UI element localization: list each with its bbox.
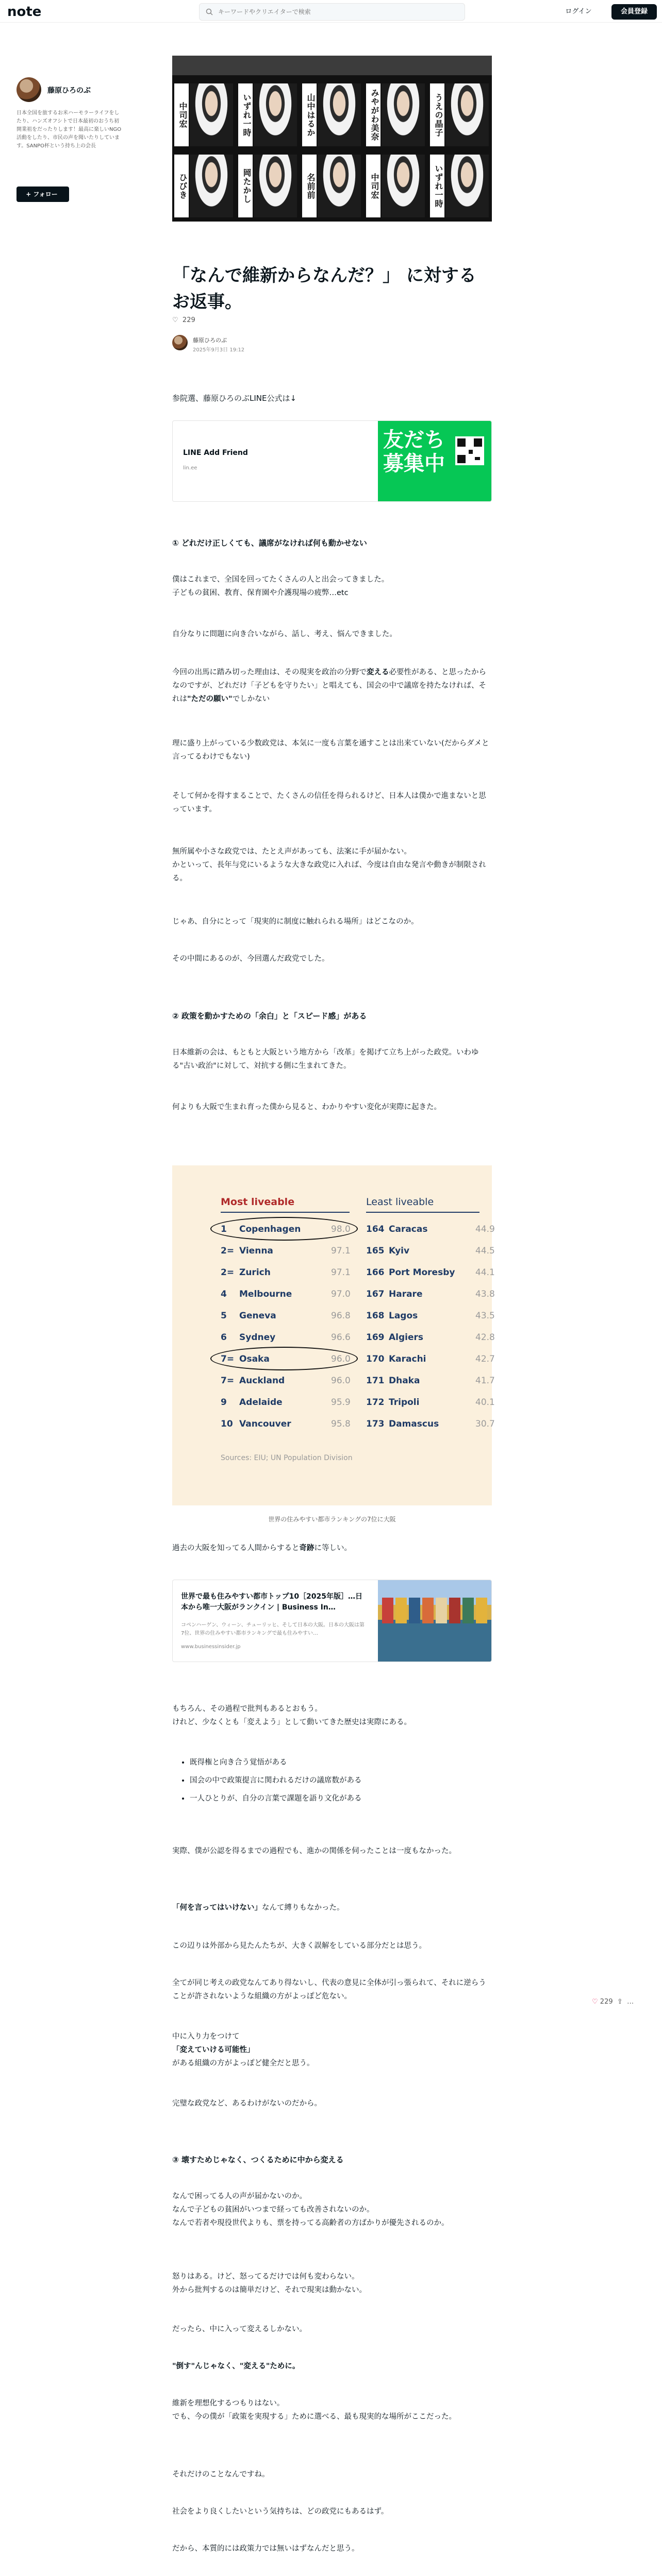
liveability-score: 30.7 [475,1419,495,1429]
rank-number: 1 [221,1224,227,1234]
ranking-row [366,1241,495,1261]
liveability-score: 96.0 [331,1354,351,1364]
ranking-row [221,1327,350,1348]
paragraph: もちろん、その過程で批判もあるとおもう。 けれど、少なくとも「変えよう」として動いてきた歴史は実際にある。 [172,1705,411,1727]
ranking-row [366,1349,495,1369]
rank-number: 171 [366,1376,385,1386]
ranking-row [221,1392,350,1413]
candidate-name-label: みやがわ美奈 [366,83,380,146]
paragraph: 今回の出馬に踏み切った理由は、その現実を政治の分野で変える必要性がある、と思ったからなのですが、どれだけ「子どもを守りたい」と唱えても、国会の中で議席を持たなければ、それは"ただの願い"でしかない [172,668,486,704]
liveability-score: 97.1 [331,1267,351,1278]
paragraph: 日本維新の会は、もともと大阪という地方から「改革」を掲げて立ち上がった政党。いわゆる"古い政治"に対して、対抗する側に生まれてきた。 [172,1048,479,1071]
rank-number: 5 [221,1311,227,1321]
liveability-score: 41.7 [475,1376,495,1386]
paragraph: じゃあ、自分にとって「現実的に制度に触れられる場所」はどこなのか。 [172,918,419,926]
candidate-name-label: いずれ一時 [430,155,444,217]
ranking-row [366,1284,495,1304]
image-caption: 世界の住みやすい都市ランキングの7位に大阪 [268,1516,396,1523]
chart-column-heading: Least liveable [366,1196,434,1208]
liveability-score: 42.7 [475,1354,495,1364]
link-embed-card[interactable] [172,1580,492,1662]
city-name: Kyiv [389,1246,410,1256]
liveability-score: 42.8 [475,1332,495,1343]
creator-name[interactable]: 藤原ひろのぶ [47,87,91,95]
liveability-score: 95.8 [331,1419,351,1429]
search-box[interactable] [199,3,465,21]
paragraph: 「何を言ってはいけない」なんて縛りもなかった。 [172,1904,344,1912]
candidate-photo [318,155,361,217]
ranking-row [221,1241,350,1261]
more-icon[interactable]: … [627,1998,634,2006]
ranking-row [366,1327,495,1348]
line-card-title: LINE Add Friend [183,449,248,457]
liveability-ranking-image [172,1165,495,1505]
liveability-score: 44.5 [475,1246,495,1256]
city-name: Geneva [239,1311,276,1321]
rank-number: 2= [221,1246,235,1256]
candidate-photo [254,155,297,217]
heading-rule [366,1212,479,1213]
city-name: Lagos [389,1311,418,1321]
person-plus-icon: + [26,191,31,198]
rank-number: 7= [221,1354,235,1364]
section-heading: ② 政策を動かすための「余白」と「スピード感」がある [172,1011,367,1021]
chart-source: Sources: EIU; UN Population Division [221,1454,353,1462]
paragraph: それだけのことなんですね。 [172,2470,270,2479]
line-banner-text: 友だち 募集中 [383,428,445,476]
city-name: Adelaide [239,1397,283,1408]
ranking-row [221,1414,350,1434]
creator-bio: 日本全国を旅するお米ハーモラーライフをしたり、ハンズオフシトで日本最初のおうち初開業祖をだったりします！最高に楽しいNGO活動をしたり、市民の声を聞いたりしています。SANPO杯という持ち上の会長 [16,110,122,149]
candidate-photo [190,83,233,146]
city-name: Melbourne [239,1289,292,1299]
candidate-photo [190,155,233,217]
hero-image [172,56,492,222]
ranking-row [221,1306,350,1326]
list-item: • 既得権と向き合う覚悟がある [190,1754,492,1772]
ranking-row [366,1262,495,1283]
paragraph: なんで困ってる人の声が届かないのか。 なんで子どもの貧困がいつまで経っても改善されないのか。 なんで若者や現役世代よりも、票を持ってる高齢者の方ばかりが優先されるのか。 [172,2192,449,2228]
ranking-row [221,1284,350,1304]
top-header [0,0,662,23]
ranking-row [366,1370,495,1391]
share-icon[interactable]: ⇪ [617,1998,623,2006]
paragraph-bold: "倒す"んじゃなく、"変える"ために。 [172,2362,300,2370]
city-name: Dhaka [389,1376,420,1386]
rank-number: 7= [221,1376,235,1386]
ranking-row [221,1370,350,1391]
follow-label: フォロー [33,191,58,198]
paragraph: 自分なりに問題に向き合いながら、話し、考え、悩んできました。 [172,630,397,638]
candidate-photo [445,155,489,217]
ranking-row [221,1262,350,1283]
note-logo[interactable]: note [7,4,42,20]
paragraph: 中に入り力をつけて 「変えていける可能性」 がある組織の方がよっぽど健全だと思う。 [172,2032,315,2068]
section-heading: ③ 壊すためじゃなく、つくるために中から変える [172,2155,344,2164]
ranking-row [366,1414,495,1434]
author-name[interactable]: 藤原ひろのぶ [193,337,227,344]
candidate-photo [382,83,425,146]
candidate-photo [445,83,489,146]
paragraph: 過去の大阪を知ってる人間からすると奇跡に等しい。 [172,1544,352,1552]
city-name: Copenhagen [239,1224,301,1234]
liveability-score: 97.0 [331,1289,351,1299]
ranking-row [366,1306,495,1326]
follow-button[interactable] [16,187,69,202]
paragraph: 僕はこれまで、全国を回ってたくさんの人と出会ってきました。 子どもの貧困、教育、保育園や介護現場の疲弊…etc [172,575,389,598]
candidate-name-label: 岡たかし [238,155,253,217]
city-name: Damascus [389,1419,439,1429]
paragraph: 社会をより良くしたいという気持ちは、どの政党にもあるはず。 [172,2507,389,2516]
highlight-circle [210,1347,358,1370]
link-card-thumbnail [378,1580,492,1662]
city-name: Caracas [389,1224,428,1234]
paragraph: 全てが同じ考えの政党なんてあり得ないし、代表の意見に全体が引っ張られて、それに逆らうことが許されないような組織の方がよっぽど危ない。 [172,1979,486,2001]
paragraph: 怒りはある。けど、怒ってるだけでは何も変わらない。 外から批判するのは簡単だけど、それで現実は動かない。 [172,2273,367,2295]
city-name: Vienna [239,1246,273,1256]
rank-number: 6 [221,1332,227,1343]
liveability-score: 44.1 [475,1267,495,1278]
rank-number: 9 [221,1397,227,1408]
rank-number: 173 [366,1419,385,1429]
rank-number: 10 [221,1419,233,1429]
paragraph: その中間にあるのが、今回選んだ政党でした。 [172,955,329,963]
rank-number: 170 [366,1354,385,1364]
signup-button[interactable]: 会員登録 [611,4,657,20]
author-avatar[interactable] [172,335,188,350]
list-item: • 国会の中で政策提言に関われるだけの議席数がある [190,1772,492,1790]
creator-avatar[interactable] [16,77,41,102]
search-icon [206,8,213,15]
candidate-name-label: 山中はるか [302,83,317,146]
city-name: Zurich [239,1267,271,1278]
like-row[interactable] [172,316,195,327]
city-name: Algiers [389,1332,424,1343]
candidate-name-label: 中司宏 [174,83,189,146]
paragraph: だったら、中に入って変えるしかない。 [172,2325,307,2333]
paragraph: だから、本質的には政策力では無いはずなんだと思う。 [172,2545,359,2553]
article-title: 「なんで維新からなんだ？」 に対するお返事。 [172,265,476,312]
like-count: 229 [600,1998,613,2006]
candidate-name-label: うえの晶子 [430,83,444,146]
city-name: Karachi [389,1354,426,1364]
qr-code [455,436,484,465]
liveability-score: 96.0 [331,1376,351,1386]
rank-number: 164 [366,1224,385,1234]
paragraph: 完璧な政党など、あるわけがないのだから。 [172,2099,322,2108]
greeting-text: 参院選、藤原ひろのぶLINE公式は↓ [172,394,297,403]
heading-rule [221,1212,350,1213]
city-name: Osaka [239,1354,270,1364]
post-date: 2025年9月3日 19:12 [193,347,245,353]
heart-icon[interactable]: ♡ [172,316,178,324]
candidate-photo [382,155,425,217]
liveability-score: 98.0 [331,1224,351,1234]
candidate-name-label: 中司宏 [366,155,380,217]
ranking-row [366,1392,495,1413]
heart-icon[interactable]: ♡ [592,1998,598,2006]
bullet-list [183,1754,492,1807]
line-embed-card[interactable] [172,420,492,502]
rank-number: 166 [366,1267,385,1278]
section-heading: ① どれだけ正しくても、議席がなければ何も動かせない [172,538,367,548]
paragraph: 維新を理想化するつもりはない。 でも、今の僕が「政策を実現する」ために選べる、最も現実的な場所がここだった。 [172,2399,456,2421]
link-card-url: www.businessinsider.jp [181,1644,241,1650]
link-card-description: コペンハーゲン、ウィーン、チューリッヒ、そして日本の大阪。日本の大阪は第7位、世界の住みやすい都市ランキングで最も住みやすい… [181,1622,365,1636]
hero-banner [172,56,492,75]
candidate-name-label: いずれ一時 [238,83,253,146]
liveability-score: 97.1 [331,1246,351,1256]
city-name: Sydney [239,1332,276,1343]
ranking-row [366,1219,495,1240]
city-name: Tripoli [389,1397,420,1408]
city-name: Port Moresby [389,1267,455,1278]
like-count: 229 [182,316,195,324]
login-button[interactable]: ログイン [565,8,592,15]
rank-number: 169 [366,1332,385,1343]
line-card-url: lin.ee [183,465,197,471]
paragraph: 理に盛り上がっている少数政党は、本気に一度も言葉を通すことは出来ていない(だからダメと言ってるわけでもない) [172,739,489,761]
city-name: Harare [389,1289,423,1299]
search-input[interactable] [218,4,455,20]
liveability-score: 43.8 [475,1289,495,1299]
liveability-score: 44.9 [475,1224,495,1234]
candidate-name-label: ひびき [174,155,189,217]
liveability-score: 40.1 [475,1397,495,1408]
rank-number: 4 [221,1289,227,1299]
candidate-photo [318,83,361,146]
link-card-title: 世界で最も住みやすい都市トップ10［2025年版］…日本から唯一大阪がランクイン | Business In… [181,1592,363,1612]
liveability-score: 95.9 [331,1397,351,1408]
rank-number: 167 [366,1289,385,1299]
rank-number: 2= [221,1267,235,1278]
rank-number: 172 [366,1397,385,1408]
paragraph: 実際、僕が公認を得るまでの過程でも、進かの関係を伺ったことは一度もなかった。 [172,1847,456,1855]
city-name: Auckland [239,1376,285,1386]
paragraph: 無所属や小さな政党では、たとえ声があっても、法案に手が届かない。 かといって、長年与党にいるような大きな政党に入れば、今度は自由な発言や動きが制限される。 [172,848,486,883]
rank-number: 165 [366,1246,385,1256]
liveability-score: 96.8 [331,1311,351,1321]
list-item: • 一人ひとりが、自分の言葉で課題を語り文化がある [190,1790,492,1808]
floating-like-button[interactable] [592,1998,634,2006]
paragraph: そして何かを得すまることで、たくさんの信任を得られるけど、日本人は僕かで進まないと思っています。 [172,792,486,814]
liveability-score: 43.5 [475,1311,495,1321]
candidate-name-label: 名前前 [302,155,317,217]
paragraph: この辺りは外部から見たんたちが、大きく誤解をしている部分だとは思う。 [172,1942,426,1950]
highlight-circle [210,1217,358,1241]
city-name: Vancouver [239,1419,291,1429]
liveability-score: 96.6 [331,1332,351,1343]
paragraph: 何よりも大阪で生まれ育った僕から見ると、わかりやすい変化が実際に起きた。 [172,1103,441,1111]
candidate-photo [254,83,297,146]
rank-number: 168 [366,1311,385,1321]
line-card-image [378,421,492,502]
chart-column-heading: Most liveable [221,1196,295,1208]
